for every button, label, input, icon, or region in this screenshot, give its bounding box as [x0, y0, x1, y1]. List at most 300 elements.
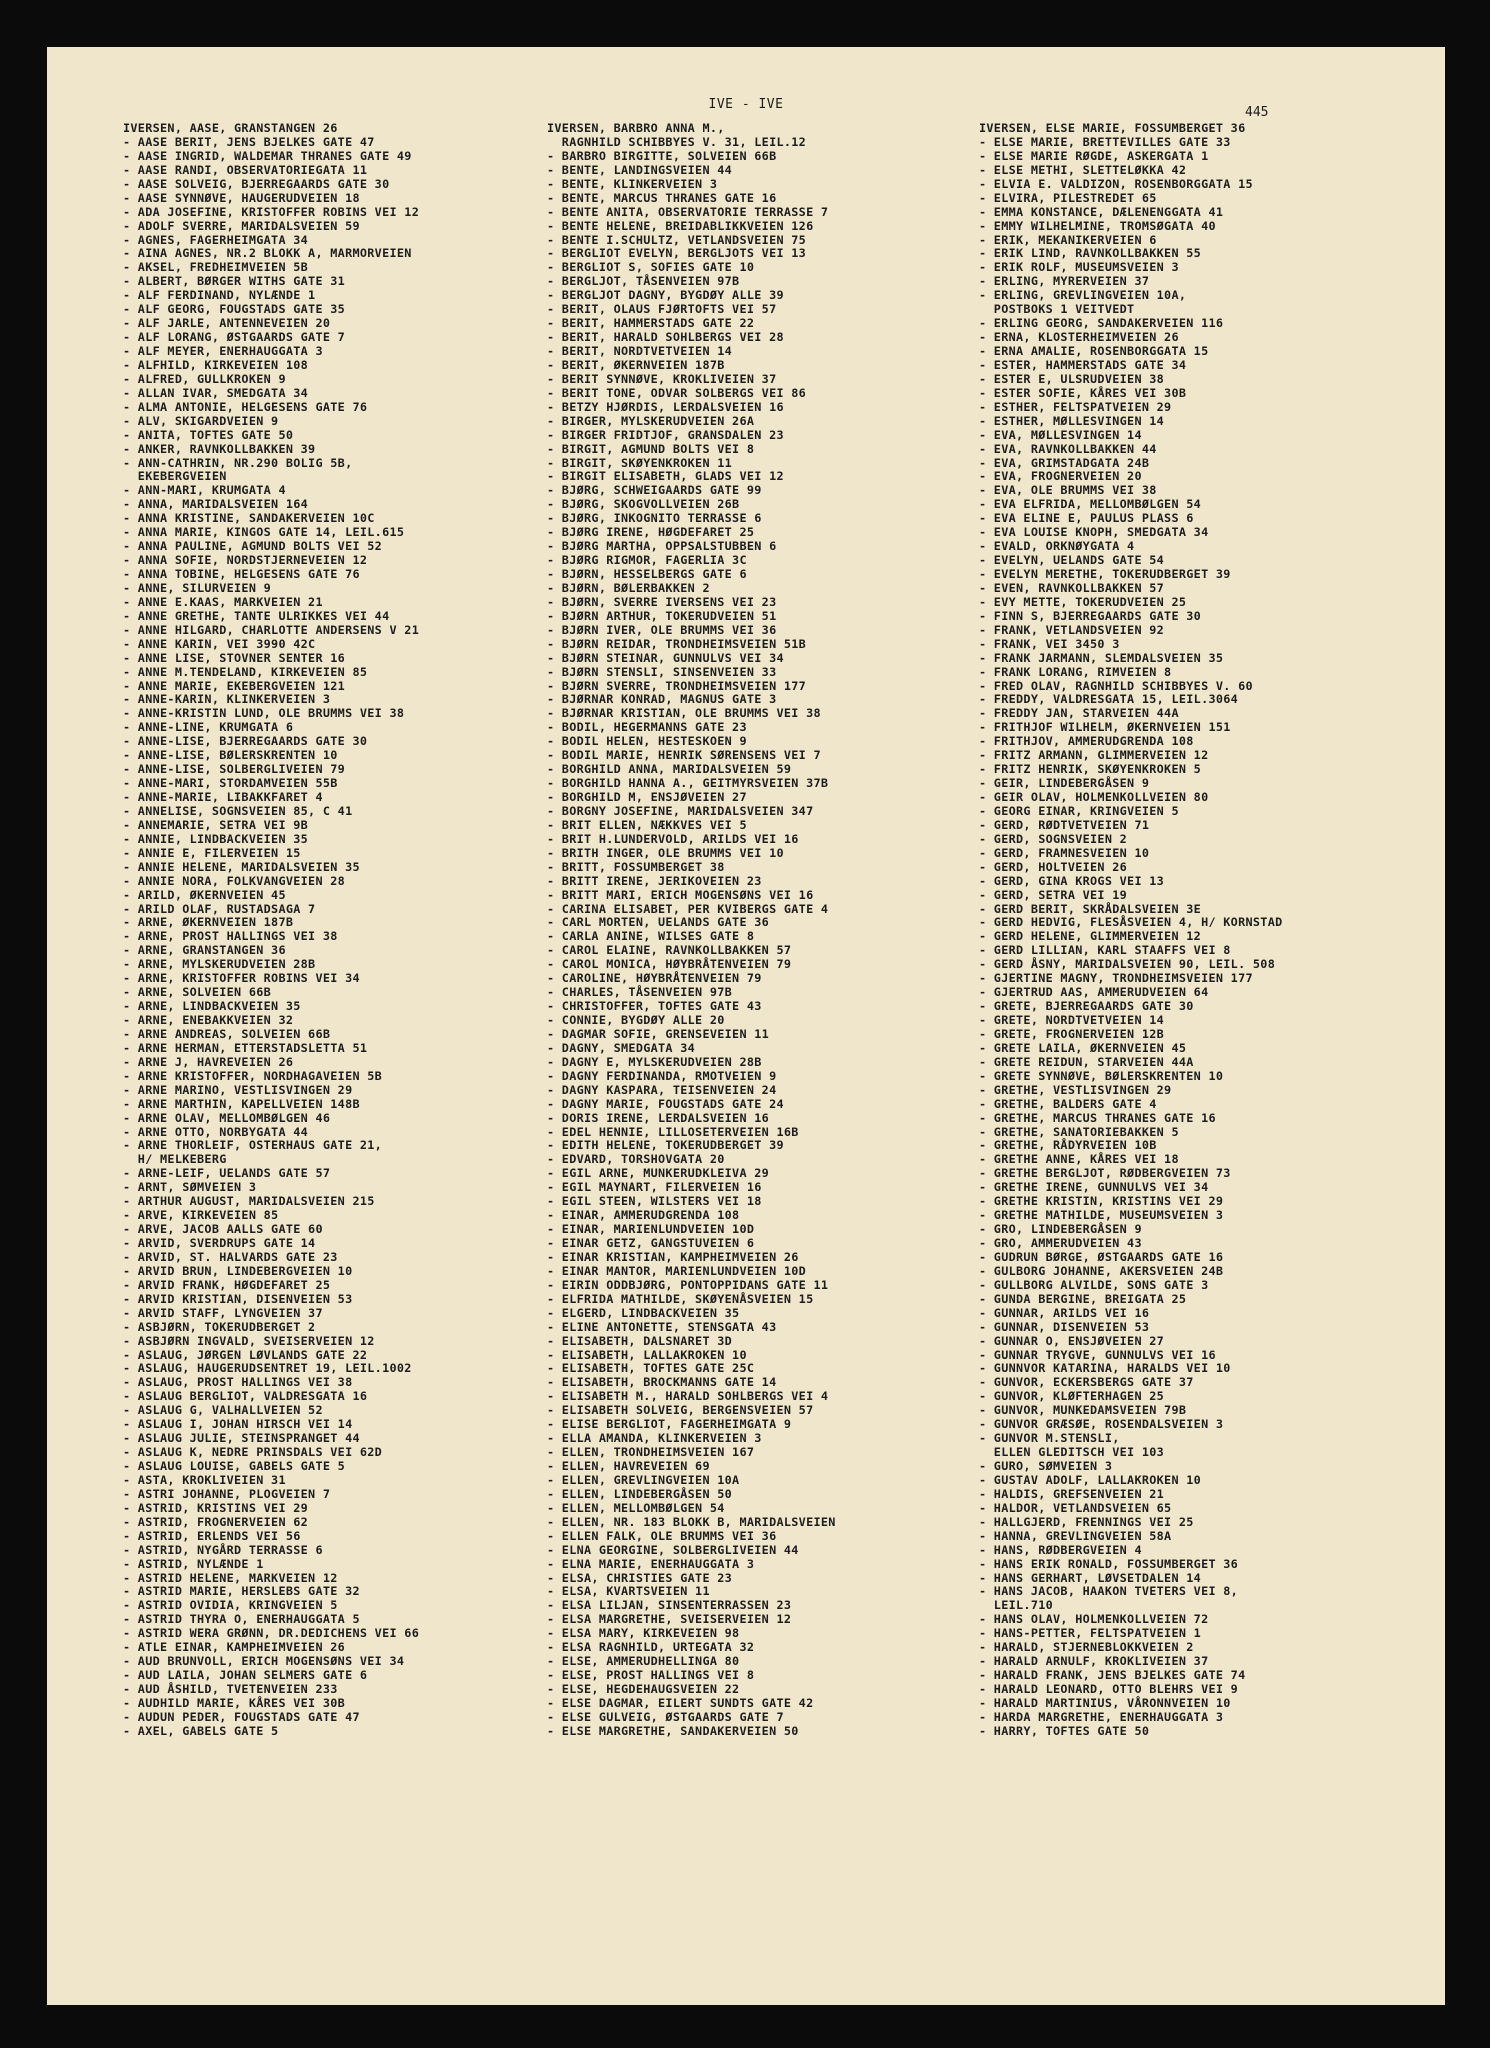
directory-entry: - ELSE MARGRETHE, SANDAKERVEIEN 50 — [547, 1723, 799, 1738]
directory-entry: - ANNA KRISTINE, SANDAKERVEIEN 10C — [123, 511, 375, 526]
directory-entry: - CAROLINE, HØYBRÅTENVEIEN 79 — [547, 971, 762, 986]
directory-entry: - ADA JOSEFINE, KRISTOFFER ROBINS VEI 12 — [123, 204, 420, 219]
directory-entry: - HANS-PETTER, FELTSPATVEIEN 1 — [979, 1626, 1202, 1641]
directory-entry: - GRO, LINDEBERGÅSEN 9 — [979, 1222, 1142, 1237]
directory-entry: - ELLEN, TRONDHEIMSVEIEN 167 — [547, 1445, 755, 1460]
directory-entry: - ELSE, AMMERUDHELLINGA 80 — [547, 1654, 740, 1669]
directory-entry: - AASE SYNNØVE, HAUGERUDVEIEN 18 — [123, 190, 360, 205]
directory-entry: - FRITZ ARMANN, GLIMMERVEIEN 12 — [979, 748, 1209, 763]
directory-entry: - ELSE MARIE RØGDE, ASKERGATA 1 — [979, 148, 1209, 163]
directory-entry: - ARNE, GRANSTANGEN 36 — [123, 943, 286, 958]
directory-entry: - EVA, OLE BRUMMS VEI 38 — [979, 483, 1157, 498]
directory-entry: - ARNE J, HAVREVEIEN 26 — [123, 1054, 294, 1069]
directory-entry: - GERD BERIT, SKRÅDALSVEIEN 3E — [979, 901, 1202, 916]
directory-entry: - FREDDY JAN, STARVEIEN 44A — [979, 706, 1179, 721]
directory-entry: - DAGNY MARIE, FOUGSTADS GATE 24 — [547, 1096, 784, 1111]
directory-entry: - ASLAUG G, VALHALLVEIEN 52 — [123, 1403, 323, 1418]
directory-entry: - GRETE SYNNØVE, BØLERSKRENTEN 10 — [979, 1068, 1224, 1083]
directory-entry: - EINAR MANTOR, MARIENLUNDVEIEN 10D — [547, 1263, 807, 1278]
directory-entry: - ELNA GEORGINE, SOLBERGLIVEIEN 44 — [547, 1542, 799, 1557]
directory-entry: - EVA, MØLLESVINGEN 14 — [979, 427, 1142, 442]
directory-entry: - GULLBORG ALVILDE, SONS GATE 3 — [979, 1277, 1209, 1292]
directory-entry: - ASTRID, NYGÅRD TERRASSE 6 — [123, 1542, 323, 1557]
directory-entry: - ELISABETH M., HARALD SOHLBERGS VEI 4 — [547, 1389, 829, 1404]
directory-entry: - FRANK, VETLANDSVEIEN 92 — [979, 622, 1165, 637]
directory-entry: - ELISABETH, DALSNARET 3D — [547, 1333, 733, 1348]
directory-entry: - ANNIE HELENE, MARIDALSVEIEN 35 — [123, 859, 360, 874]
directory-entry: - ARNE MARTHIN, KAPELLVEIEN 148B — [123, 1096, 360, 1111]
directory-entry: - ARILD OLAF, RUSTADSAGA 7 — [123, 901, 316, 916]
directory-entry: - ALF MEYER, ENERHAUGGATA 3 — [123, 344, 323, 358]
directory-entry: - GRETHE, SANATORIEBAKKEN 5 — [979, 1124, 1179, 1139]
directory-entry: - ELVIRA, PILESTREDET 65 — [979, 190, 1157, 205]
directory-entry: - GURO, SØMVEIEN 3 — [979, 1459, 1113, 1473]
directory-entry: - HARDA MARGRETHE, ENERHAUGGATA 3 — [979, 1709, 1224, 1724]
directory-entry: - EDVARD, TORSHOVGATA 20 — [547, 1152, 725, 1167]
directory-entry: - ASLAUG BERGLIOT, VALDRESGATA 16 — [123, 1389, 368, 1404]
directory-entry: - ARNE OTTO, NORBYGATA 44 — [123, 1124, 309, 1139]
directory-entry: - ASTRID MARIE, HERSLEBS GATE 32 — [123, 1584, 360, 1599]
directory-entry: - AKSEL, FREDHEIMVEIEN 5B — [123, 260, 309, 275]
directory-entry: - AASE RANDI, OBSERVATORIEGATA 11 — [123, 162, 368, 177]
directory-entry: - BJØRG, INKOGNITO TERRASSE 6 — [547, 511, 762, 526]
directory-entry: - BERIT SYNNØVE, KROKLIVEIEN 37 — [547, 371, 777, 386]
directory-entry: - HALLGJERD, FRENNINGS VEI 25 — [979, 1514, 1194, 1529]
page-number: 445 — [1245, 105, 1269, 120]
directory-entry: - BIRGER FRIDTJOF, GRANSDALEN 23 — [547, 427, 784, 442]
directory-entry: - ERLING, GREVLINGVEIEN 10A, — [979, 288, 1187, 303]
directory-entry: - ANNE GRETHE, TANTE ULRIKKES VEI 44 — [123, 608, 390, 623]
directory-entry: - CHARLES, TÅSENVEIEN 97B — [547, 985, 733, 1000]
directory-entry: - EGIL ARNE, MUNKERUDKLEIVA 29 — [547, 1166, 770, 1181]
directory-entry: - GERD, SOGNSVEIEN 2 — [979, 831, 1128, 846]
directory-entry: - BJØRN, BØLERBAKKEN 2 — [547, 580, 710, 595]
directory-entry: - ASTRID WERA GRØNN, DR.DEDICHENS VEI 66 — [123, 1626, 420, 1641]
directory-entry: - ARVE, KIRKEVEIEN 85 — [123, 1208, 279, 1223]
directory-entry: - ANNE-LISE, BØLERSKRENTEN 10 — [123, 748, 338, 763]
directory-entry: - ELNA MARIE, ENERHAUGGATA 3 — [547, 1556, 755, 1571]
directory-entry: - HALDOR, VETLANDSVEIEN 65 — [979, 1500, 1172, 1515]
directory-entry: - ASBJØRN INGVALD, SVEISERVEIEN 12 — [123, 1333, 375, 1348]
directory-entry: - FREDDY, VALDRESGATA 15, LEIL.3064 — [979, 692, 1239, 707]
directory-entry: - ALFHILD, KIRKEVEIEN 108 — [123, 357, 309, 372]
directory-entry: - BJØRN REIDAR, TRONDHEIMSVEIEN 51B — [547, 636, 807, 651]
directory-entry: - ASLAUG K, NEDRE PRINSDALS VEI 62D — [123, 1445, 383, 1460]
directory-entry: - GUNNVOR KATARINA, HARALDS VEI 10 — [979, 1361, 1231, 1376]
directory-entry: - AINA AGNES, NR.2 BLOKK A, MARMORVEIEN — [123, 246, 412, 261]
directory-entry: - AUD ÅSHILD, TVETENVEIEN 233 — [123, 1682, 338, 1696]
directory-entry: - GRETE, FROGNERVEIEN 12B — [979, 1026, 1165, 1041]
directory-entry: - ARTHUR AUGUST, MARIDALSVEIEN 215 — [123, 1194, 375, 1209]
directory-entry: - EVALD, ORKNØYGATA 4 — [979, 539, 1135, 554]
directory-entry: - ANNE, SILURVEIEN 9 — [123, 580, 272, 595]
directory-entry: - HANS, RØDBERGVEIEN 4 — [979, 1542, 1142, 1557]
directory-entry: - ASLAUG JULIE, STEINSPRANGET 44 — [123, 1431, 360, 1446]
directory-entry: - ARNE, MYLSKERUDVEIEN 28B — [123, 957, 316, 972]
directory-entry: - ARVID FRANK, HØGDEFARET 25 — [123, 1277, 331, 1292]
directory-entry: - BENTE, MARCUS THRANES GATE 16 — [547, 190, 777, 205]
directory-entry: - ARNE HERMAN, ETTERSTADSLETTA 51 — [123, 1040, 368, 1055]
directory-entry: - BJØRN, HESSELBERGS GATE 6 — [547, 567, 747, 581]
directory-entry: - BJØRN, SVERRE IVERSENS VEI 23 — [547, 594, 777, 609]
directory-entry: - ALV, SKIGARDVEIEN 9 — [123, 413, 279, 428]
directory-entry: - FRED OLAV, RAGNHILD SCHIBBYES V. 60 — [979, 678, 1253, 693]
directory-entry: - AUDUN PEDER, FOUGSTADS GATE 47 — [123, 1709, 360, 1724]
directory-entry: - FINN S, BJERREGAARDS GATE 30 — [979, 608, 1202, 623]
directory-entry: - EVA LOUISE KNOPH, SMEDGATA 34 — [979, 525, 1209, 540]
directory-entry: - CARINA ELISABET, PER KVIBERGS GATE 4 — [547, 901, 829, 916]
directory-entry: - ELLEN, GREVLINGVEIEN 10A — [547, 1472, 740, 1487]
directory-entry: - ANITA, TOFTES GATE 50 — [123, 427, 294, 442]
directory-entry: - BJØRNAR KRISTIAN, OLE BRUMMS VEI 38 — [547, 706, 821, 721]
directory-entry: - ERNA AMALIE, ROSENBORGGATA 15 — [979, 344, 1209, 358]
directory-entry: - ERLING, MYRERVEIEN 37 — [979, 274, 1150, 289]
directory-entry: - HARRY, TOFTES GATE 50 — [979, 1723, 1150, 1738]
directory-entry: - BRITH INGER, OLE BRUMMS VEI 10 — [547, 845, 784, 860]
directory-entry: - ASLAUG, PROST HALLINGS VEI 38 — [123, 1375, 353, 1390]
directory-entry: - BENTE ANITA, OBSERVATORIE TERRASSE 7 — [547, 204, 829, 219]
directory-entry: - ANNE MARIE, EKEBERGVEIEN 121 — [123, 678, 346, 693]
directory-entry: - BENTE, KLINKERVEIEN 3 — [547, 176, 718, 191]
directory-entry: - BERIT, ØKERNVEIEN 187B — [547, 357, 725, 372]
directory-entry: - BORGHILD ANNA, MARIDALSVEIEN 59 — [547, 762, 792, 777]
directory-entry: - FRANK LORANG, RIMVEIEN 8 — [979, 664, 1172, 679]
directory-entry: - ESTER SOFIE, KÅRES VEI 30B — [979, 385, 1187, 400]
directory-entry: - ANNA PAULINE, AGMUND BOLTS VEI 52 — [123, 539, 383, 554]
directory-entry: - GERD HELENE, GLIMMERVEIEN 12 — [979, 929, 1202, 944]
directory-entry: - EINAR, AMMERUDGRENDA 108 — [547, 1208, 740, 1223]
directory-entry: - BIRGER, MYLSKERUDVEIEN 26A — [547, 413, 755, 428]
directory-entry: - ARVID, SVERDRUPS GATE 14 — [123, 1236, 316, 1250]
directory-entry: - ALLAN IVAR, SMEDGATA 34 — [123, 385, 309, 400]
directory-entry: - CAROL MONICA, HØYBRÅTENVEIEN 79 — [547, 957, 792, 972]
directory-entry: - GUNVOR GRÆSØE, ROSENDALSVEIEN 3 — [979, 1417, 1224, 1432]
directory-entry: - GERD, HOLTVEIEN 26 — [979, 859, 1128, 874]
running-header: IVE - IVE — [708, 97, 784, 112]
directory-entry: - GRETHE, VESTLISVINGEN 29 — [979, 1082, 1172, 1097]
directory-entry: - FRITHJOV, AMMERUDGRENDA 108 — [979, 734, 1194, 749]
directory-entry: - BJØRN SVERRE, TRONDHEIMSVEIEN 177 — [547, 678, 807, 693]
directory-entry: - EVA, RAVNKOLLBAKKEN 44 — [979, 441, 1157, 456]
directory-entry: - GRETHE, RÅDYRVEIEN 10B — [979, 1138, 1157, 1153]
directory-entry: - ARNE KRISTOFFER, NORDHAGAVEIEN 5B — [123, 1068, 383, 1083]
directory-entry: - ALMA ANTONIE, HELGESENS GATE 76 — [123, 399, 368, 414]
directory-entry: - FRANK JARMANN, SLEMDALSVEIEN 35 — [979, 650, 1224, 665]
directory-entry: - BIRGIT, SKØYENKROKEN 11 — [547, 455, 733, 470]
directory-entry: - GRETE, NORDTVETVEIEN 14 — [979, 1013, 1165, 1027]
directory-entry: - ELINE ANTONETTE, STENSGATA 43 — [547, 1319, 777, 1334]
directory-entry: - ESTHER, MØLLESVINGEN 14 — [979, 413, 1165, 428]
directory-entry: - ELLEN FALK, OLE BRUMMS VEI 36 — [547, 1528, 777, 1543]
directory-entry: - HARALD, STJERNEBLOKKVEIEN 2 — [979, 1640, 1194, 1655]
directory-entry: - BODIL MARIE, HENRIK SØRENSENS VEI 7 — [547, 748, 821, 763]
directory-entry: - ASTA, KROKLIVEIEN 31 — [123, 1472, 286, 1487]
directory-entry: - EIRIN ODDBJØRG, PONTOPPIDANS GATE 11 — [547, 1277, 829, 1292]
directory-entry: - HANS OLAV, HOLMENKOLLVEIEN 72 — [979, 1612, 1209, 1627]
directory-entry: - BERGLIOT S, SOFIES GATE 10 — [547, 260, 755, 275]
directory-entry: - GERD, GINA KROGS VEI 13 — [979, 873, 1165, 888]
directory-entry: - ASBJØRN, TOKERUDBERGET 2 — [123, 1319, 316, 1334]
directory-entry: - ARNE THORLEIF, OSTERHAUS GATE 21, — [123, 1138, 383, 1153]
directory-entry: - BIRGIT ELISABETH, GLADS VEI 12 — [547, 469, 784, 484]
directory-entry: - BJØRN IVER, OLE BRUMMS VEI 36 — [547, 622, 777, 637]
directory-entry: - AUD BRUNVOLL, ERICH MOGENSØNS VEI 34 — [123, 1654, 405, 1669]
directory-entry: - ELLEN, NR. 183 BLOKK B, MARIDALSVEIEN — [547, 1514, 836, 1529]
directory-entry: - ANNE-KRISTIN LUND, OLE BRUMMS VEI 38 — [123, 706, 405, 721]
directory-entry: - ANNE-LISE, SOLBERGLIVEIEN 79 — [123, 762, 346, 777]
directory-entry: - BERIT, NORDTVETVEIEN 14 — [547, 344, 733, 358]
directory-entry: - ELVIA E. VALDIZON, ROSENBORGGATA 15 — [979, 176, 1253, 191]
directory-entry: - ELSE DAGMAR, EILERT SUNDTS GATE 42 — [547, 1695, 814, 1710]
directory-entry: - EMMY WILHELMINE, TROMSØGATA 40 — [979, 218, 1216, 233]
directory-entry: - ELSE, PROST HALLINGS VEI 8 — [547, 1668, 755, 1683]
directory-entry: - ELSE METHI, SLETTELØKKA 42 — [979, 162, 1187, 177]
directory-entry: - ELLEN, LINDEBERGÅSEN 50 — [547, 1486, 733, 1501]
directory-entry: - BORGHILD HANNA A., GEITMYRSVEIEN 37B — [547, 776, 829, 791]
directory-entry: - GUNNAR TRYGVE, GUNNULVS VEI 16 — [979, 1347, 1216, 1362]
directory-entry: - GUSTAV ADOLF, LALLAKROKEN 10 — [979, 1472, 1202, 1487]
directory-entry: - ANNELISE, SOGNSVEIEN 85, C 41 — [123, 803, 353, 818]
directory-entry: - EVY METTE, TOKERUDVEIEN 25 — [979, 594, 1187, 609]
directory-entry: - EMMA KONSTANCE, DÆLENENGGATA 41 — [979, 204, 1224, 219]
directory-entry: - GUDRUN BØRGE, ØSTGAARDS GATE 16 — [979, 1249, 1224, 1264]
directory-entry: - ELSA, CHRISTIES GATE 23 — [547, 1570, 733, 1585]
directory-entry: - GERD LILLIAN, KARL STAAFFS VEI 8 — [979, 943, 1231, 958]
directory-entry: - ANNE-KARIN, KLINKERVEIEN 3 — [123, 692, 331, 707]
directory-entry: - EDEL HENNIE, LILLOSETERVEIEN 16B — [547, 1124, 799, 1139]
directory-entry: - GRETHE MATHILDE, MUSEUMSVEIEN 3 — [979, 1208, 1224, 1223]
directory-entry: - ASTRI JOHANNE, PLOGVEIEN 7 — [123, 1486, 331, 1501]
directory-entry: - ARVID STAFF, LYNGVEIEN 37 — [123, 1305, 323, 1320]
directory-entry: - GRETHE KRISTIN, KRISTINS VEI 29 — [979, 1194, 1224, 1209]
directory-entry: - ELSA LILJAN, SINSENTERRASSEN 23 — [547, 1598, 792, 1613]
directory-entry: - ANNE KARIN, VEI 3990 42C — [123, 636, 316, 651]
directory-entry: LEIL.710 — [979, 1598, 1054, 1613]
directory-entry: - ARNE, ØKERNVEIEN 187B — [123, 915, 294, 930]
directory-entry: - ASLAUG I, JOHAN HIRSCH VEI 14 — [123, 1417, 353, 1432]
directory-entry: - ANN-MARI, KRUMGATA 4 — [123, 483, 286, 498]
directory-entry: - HANS JACOB, HAAKON TVETERS VEI 8, — [979, 1584, 1239, 1599]
directory-entry: - HANNA, GREVLINGVEIEN 58A — [979, 1528, 1172, 1543]
directory-entry: - ANNE-MARIE, LIBAKKFARET 4 — [123, 790, 323, 804]
directory-entry: - EVA ELINE E, PAULUS PLASS 6 — [979, 511, 1194, 526]
directory-entry: - EDITH HELENE, TOKERUDBERGET 39 — [547, 1138, 784, 1153]
directory-entry: - GULBORG JOHANNE, AKERSVEIEN 24B — [979, 1263, 1224, 1278]
directory-entry: - GUNNAR O, ENSJØVEIEN 27 — [979, 1333, 1165, 1348]
directory-entry: - EVA, GRIMSTADGATA 24B — [979, 455, 1150, 470]
directory-entry: - ELSA, KVARTSVEIEN 11 — [547, 1584, 710, 1599]
directory-entry: - ANNE HILGARD, CHARLOTTE ANDERSENS V 21 — [123, 622, 420, 637]
directory-entry: - ELSA MARY, KIRKEVEIEN 98 — [547, 1626, 740, 1641]
directory-entry: - ASTRID HELENE, MARKVEIEN 12 — [123, 1570, 338, 1585]
directory-entry: - GERD, RØDTVETVEIEN 71 — [979, 817, 1150, 832]
directory-entry: - ARILD, ØKERNVEIEN 45 — [123, 887, 286, 902]
directory-entry: - EGIL MAYNART, FILERVEIEN 16 — [547, 1180, 762, 1195]
directory-entry: - BERIT, HAMMERSTADS GATE 22 — [547, 316, 755, 331]
directory-entry: - ELLEN, HAVREVEIEN 69 — [547, 1459, 710, 1473]
directory-entry: - ELSE GULVEIG, ØSTGAARDS GATE 7 — [547, 1709, 784, 1724]
directory-entry: - ERIK, MEKANIKERVEIEN 6 — [979, 232, 1157, 247]
directory-entry: - ARNE OLAV, MELLOMBØLGEN 46 — [123, 1110, 331, 1125]
directory-entry: - GEORG EINAR, KRINGVEIEN 5 — [979, 803, 1179, 818]
directory-entry: - EINAR, MARIENLUNDVEIEN 10D — [547, 1222, 755, 1237]
directory-entry: - GRETE, BJERREGAARDS GATE 30 — [979, 999, 1194, 1014]
directory-entry: - ELISABETH, TOFTES GATE 25C — [547, 1361, 755, 1376]
directory-entry: - CAROL ELAINE, RAVNKOLLBAKKEN 57 — [547, 943, 792, 958]
directory-column-3 — [979, 122, 1439, 1739]
directory-entry: - BERGLJOT DAGNY, BYGDØY ALLE 39 — [547, 288, 784, 303]
directory-entry: - GERD ÅSNY, MARIDALSVEIEN 90, LEIL. 508 — [979, 957, 1276, 972]
directory-entry: - ANNE LISE, STOVNER SENTER 16 — [123, 650, 346, 665]
directory-entry: - EINAR KRISTIAN, KAMPHEIMVEIEN 26 — [547, 1249, 799, 1264]
directory-entry: - BJØRG RIGMOR, FAGERLIA 3C — [547, 553, 747, 568]
directory-entry: - ERNA, KLOSTERHEIMVEIEN 26 — [979, 330, 1179, 345]
directory-entry: - ANN-CATHRIN, NR.290 BOLIG 5B, — [123, 455, 353, 470]
directory-entry: - GERD HEDVIG, FLESÅSVEIEN 4, H/ KORNSTAD — [979, 915, 1283, 930]
directory-entry: - ANNA MARIE, KINGOS GATE 14, LEIL.615 — [123, 525, 405, 540]
directory-entry: IVERSEN, ELSE MARIE, FOSSUMBERGET 36 — [979, 121, 1246, 135]
directory-entry: - GUNNAR, DISENVEIEN 53 — [979, 1319, 1150, 1334]
directory-entry: - EVA, FROGNERVEIEN 20 — [979, 469, 1142, 484]
directory-entry: - BRIT H.LUNDERVOLD, ARILDS VEI 16 — [547, 831, 799, 846]
directory-entry: - GUNVOR, ECKERSBERGS GATE 37 — [979, 1375, 1194, 1390]
directory-entry: - ELSE, HEGDEHAUGSVEIEN 22 — [547, 1682, 740, 1696]
directory-entry: EKEBERGVEIEN — [123, 469, 227, 484]
directory-entry: - ASTRID, KRISTINS VEI 29 — [123, 1500, 309, 1515]
directory-entry: - ARNE, KRISTOFFER ROBINS VEI 34 — [123, 971, 360, 986]
directory-entry: - ANKER, RAVNKOLLBAKKEN 39 — [123, 441, 316, 456]
directory-entry: - ASTRID OVIDIA, KRINGVEIEN 5 — [123, 1598, 338, 1613]
directory-entry: - ALF FERDINAND, NYLÆNDE 1 — [123, 288, 316, 303]
directory-entry: - HANS ERIK RONALD, FOSSUMBERGET 36 — [979, 1556, 1239, 1571]
directory-entry: - CHRISTOFFER, TOFTES GATE 43 — [547, 999, 762, 1014]
directory-column-2 — [547, 122, 987, 1739]
directory-entry: - AUDHILD MARIE, KÅRES VEI 30B — [123, 1695, 346, 1710]
directory-entry: - BRITT MARI, ERICH MOGENSØNS VEI 16 — [547, 887, 814, 902]
directory-entry: - ALF LORANG, ØSTGAARDS GATE 7 — [123, 330, 346, 345]
directory-entry: - ASTRID, FROGNERVEIEN 62 — [123, 1514, 309, 1529]
directory-entry: - ELISE BERGLIOT, FAGERHEIMGATA 9 — [547, 1417, 792, 1432]
directory-entry: - DORIS IRENE, LERDALSVEIEN 16 — [547, 1110, 770, 1125]
directory-entry: - BJØRN STEINAR, GUNNULVS VEI 34 — [547, 650, 784, 665]
directory-entry: - BJØRG, SCHWEIGAARDS GATE 99 — [547, 483, 762, 498]
directory-entry: - AASE SOLVEIG, BJERREGAARDS GATE 30 — [123, 176, 390, 191]
directory-entry: - GRO, AMMERUDVEIEN 43 — [979, 1236, 1142, 1250]
directory-entry: - ANNA, MARIDALSVEIEN 164 — [123, 497, 309, 512]
directory-entry: - CARLA ANINE, WILSES GATE 8 — [547, 929, 755, 944]
directory-entry: - CONNIE, BYGDØY ALLE 20 — [547, 1013, 725, 1027]
directory-entry: - ANNA TOBINE, HELGESENS GATE 76 — [123, 567, 360, 581]
directory-entry: - FRITZ HENRIK, SKØYENKROKEN 5 — [979, 762, 1202, 777]
directory-entry: - GJERTINE MAGNY, TRONDHEIMSVEIEN 177 — [979, 971, 1253, 986]
directory-entry: - ARVE, JACOB AALLS GATE 60 — [123, 1222, 323, 1237]
directory-entry: - BERIT TONE, ODVAR SOLBERGS VEI 86 — [547, 385, 807, 400]
directory-entry: - ELISABETH, LALLAKROKEN 10 — [547, 1347, 747, 1362]
directory-entry: - ELGERD, LINDBACKVEIEN 35 — [547, 1305, 740, 1320]
directory-entry: - ELSA RAGNHILD, URTEGATA 32 — [547, 1640, 755, 1655]
directory-entry: - ELSE MARIE, BRETTEVILLES GATE 33 — [979, 134, 1231, 149]
directory-entry: - BERIT, HARALD SOHLBERGS VEI 28 — [547, 330, 784, 345]
directory-page — [47, 47, 1445, 2005]
directory-entry: - ANNA SOFIE, NORDSTJERNEVEIEN 12 — [123, 553, 368, 568]
directory-entry: - ASLAUG, HAUGERUDSENTRET 19, LEIL.1002 — [123, 1361, 412, 1376]
directory-entry: - AASE BERIT, JENS BJELKES GATE 47 — [123, 134, 375, 149]
directory-entry: - ELLEN, MELLOMBØLGEN 54 — [547, 1500, 725, 1515]
directory-entry: - ALF GEORG, FOUGSTADS GATE 35 — [123, 302, 346, 317]
directory-entry: - BERGLIOT EVELYN, BERGLJOTS VEI 13 — [547, 246, 807, 261]
directory-entry: - BENTE, LANDINGSVEIEN 44 — [547, 162, 733, 177]
directory-entry: - ARVID BRUN, LINDEBERGVEIEN 10 — [123, 1263, 353, 1278]
directory-entry: - ARVID, ST. HALVARDS GATE 23 — [123, 1249, 338, 1264]
directory-entry: - DAGNY, SMEDGATA 34 — [547, 1040, 696, 1055]
directory-entry: - GEIR OLAV, HOLMENKOLLVEIEN 80 — [979, 790, 1209, 804]
directory-entry: - DAGNY E, MYLSKERUDVEIEN 28B — [547, 1054, 762, 1069]
directory-entry: - ARNE, SOLVEIEN 66B — [123, 985, 272, 1000]
directory-entry: - ANNE-LINE, KRUMGATA 6 — [123, 720, 294, 735]
directory-entry: - BJØRN STENSLI, SINSENVEIEN 33 — [547, 664, 777, 679]
directory-entry: ELLEN GLEDITSCH VEI 103 — [979, 1445, 1165, 1460]
directory-entry: - ANNE-MARI, STORDAMVEIEN 55B — [123, 776, 338, 791]
directory-entry: - GRETE LAILA, ØKERNVEIEN 45 — [979, 1040, 1187, 1055]
directory-entry: - EVEN, RAVNKOLLBAKKEN 57 — [979, 580, 1165, 595]
directory-entry: - GRETHE IRENE, GUNNULVS VEI 34 — [979, 1180, 1209, 1195]
directory-entry: - GERD, SETRA VEI 19 — [979, 887, 1128, 902]
directory-entry: - AUD LAILA, JOHAN SELMERS GATE 6 — [123, 1668, 368, 1683]
directory-entry: - ARNE, ENEBAKKVEIEN 32 — [123, 1013, 294, 1027]
directory-entry: - ALF JARLE, ANTENNEVEIEN 20 — [123, 316, 331, 331]
directory-entry: - ELFRIDA MATHILDE, SKØYENÅSVEIEN 15 — [547, 1291, 814, 1306]
directory-entry: - GUNNAR, ARILDS VEI 16 — [979, 1305, 1150, 1320]
directory-entry: - BODIL HELEN, HESTESKOEN 9 — [547, 734, 747, 749]
directory-entry: - ELSA MARGRETHE, SVEISERVEIEN 12 — [547, 1612, 792, 1627]
directory-entry: POSTBOKS 1 VEITVEDT — [979, 302, 1135, 317]
directory-entry: - AGNES, FAGERHEIMGATA 34 — [123, 232, 309, 247]
directory-entry: RAGNHILD SCHIBBYES V. 31, LEIL.12 — [547, 134, 807, 149]
directory-entry: - ANNEMARIE, SETRA VEI 9B — [123, 817, 309, 832]
directory-entry: IVERSEN, AASE, GRANSTANGEN 26 — [123, 121, 338, 135]
directory-entry: - GRETHE, MARCUS THRANES GATE 16 — [979, 1110, 1216, 1125]
directory-entry: - BENTE HELENE, BREIDABLIKKVEIEN 126 — [547, 218, 814, 233]
directory-entry: - ANNE E.KAAS, MARKVEIEN 21 — [123, 594, 323, 609]
directory-entry: IVERSEN, BARBRO ANNA M., — [547, 121, 725, 135]
directory-entry: - ANNIE NORA, FOLKVANGVEIEN 28 — [123, 873, 346, 888]
directory-entry: - GRETE REIDUN, STARVEIEN 44A — [979, 1054, 1194, 1069]
directory-entry: - ALFRED, GULLKROKEN 9 — [123, 371, 286, 386]
directory-entry: - HALDIS, GREFSENVEIEN 21 — [979, 1486, 1165, 1501]
directory-entry: - ESTER, HAMMERSTADS GATE 34 — [979, 357, 1187, 372]
directory-entry: - BRITT IRENE, JERIKOVEIEN 23 — [547, 873, 762, 888]
directory-entry: - HARALD LEONARD, OTTO BLEHRS VEI 9 — [979, 1682, 1239, 1696]
directory-entry: - ERIK LIND, RAVNKOLLBAKKEN 55 — [979, 246, 1202, 261]
directory-entry: - HARALD MARTINIUS, VÅRONNVEIEN 10 — [979, 1695, 1231, 1710]
directory-entry: - ARVID KRISTIAN, DISENVEIEN 53 — [123, 1291, 353, 1306]
directory-entry: - ARNE, PROST HALLINGS VEI 38 — [123, 929, 338, 944]
directory-entry: - EGIL STEEN, WILSTERS VEI 18 — [547, 1194, 762, 1209]
directory-entry: - ARNE, LINDBACKVEIEN 35 — [123, 999, 301, 1014]
directory-entry: - ELLA AMANDA, KLINKERVEIEN 3 — [547, 1431, 762, 1446]
directory-entry: - GEIR, LINDEBERGÅSEN 9 — [979, 776, 1150, 791]
directory-entry: - BIRGIT, AGMUND BOLTS VEI 8 — [547, 441, 755, 456]
directory-entry: - GRETHE, BALDERS GATE 4 — [979, 1096, 1157, 1111]
directory-entry: - GUNVOR M.STENSLI, — [979, 1431, 1120, 1446]
directory-entry: - GRETHE ANNE, KÅRES VEI 18 — [979, 1152, 1179, 1167]
directory-entry: - ARNT, SØMVEIEN 3 — [123, 1180, 257, 1195]
directory-entry: - ANNE-LISE, BJERREGAARDS GATE 30 — [123, 734, 368, 749]
directory-entry: - HARALD ARNULF, KROKLIVEIEN 37 — [979, 1654, 1209, 1669]
directory-entry: - BORGHILD M, ENSJØVEIEN 27 — [547, 790, 747, 804]
directory-entry: - FRANK, VEI 3450 3 — [979, 636, 1120, 651]
directory-entry: - BJØRG, SKOGVOLLVEIEN 26B — [547, 497, 740, 512]
